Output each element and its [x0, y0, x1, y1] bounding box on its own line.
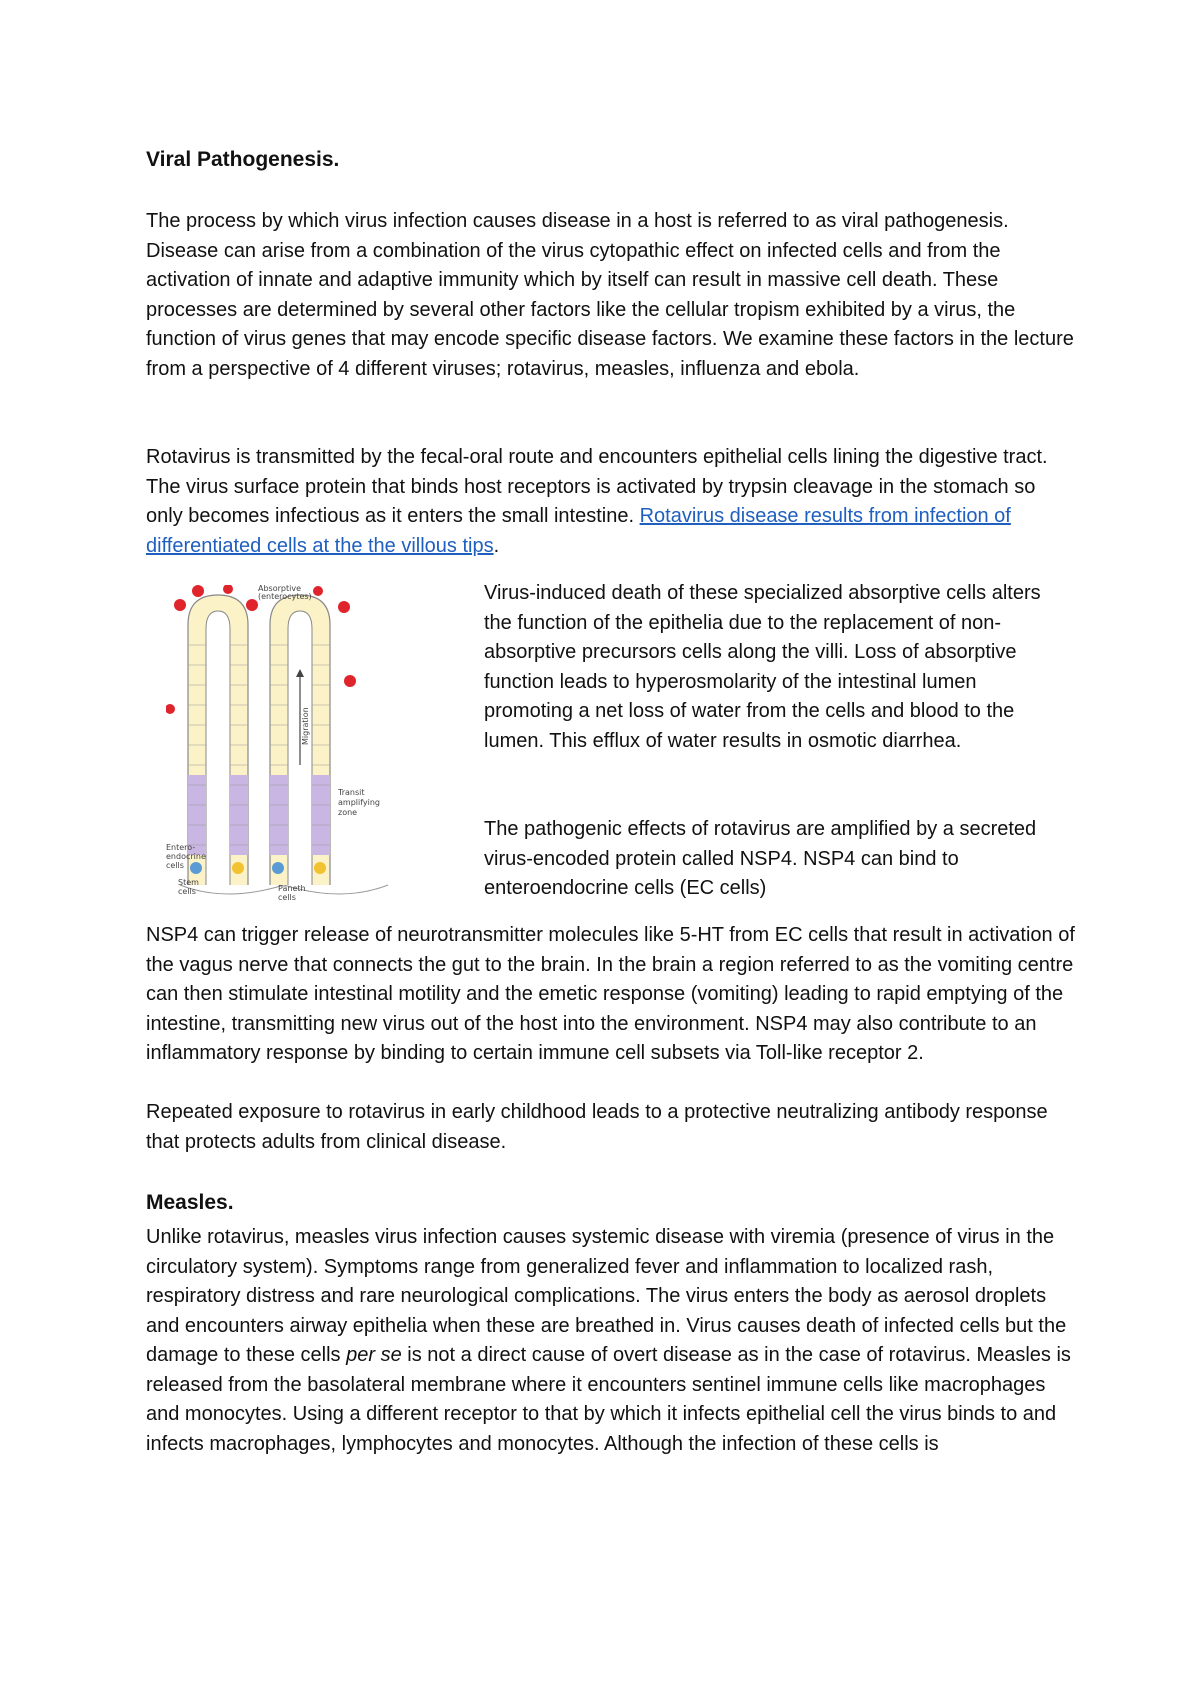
measles-italic: per se — [346, 1344, 402, 1366]
intro-paragraph: The process by which virus infection causes disease in a host is referred to as viral pathogenesis. Disease can arise from a combination of the virus cytopathic effect on infected cells and from the activation of innate and adaptive immunity which by itself can result in massive cell death. These processes are determined by several other factors like the cellular tropism exhibited by a virus, the function of virus genes that may encode specific disease factors. We examine these factors in the lecture from a perspective of 4 different viruses; rotavirus, measles, influenza and ebola. — [146, 210, 1074, 380]
side-paragraph-1: Virus-induced death of these specialized absorptive cells alters the function of the epithelia due to the replacement of non-absorptive precursors cells along the villi. Loss of absorptive function leads to hyperosmolarity of the intestinal lumen promoting a net loss of water from the cells and blood to the lumen. This efflux of water results in osmotic diarrhea. — [484, 582, 1041, 752]
label-endocrine: endocrine — [166, 852, 206, 861]
measles-paragraph — [146, 1223, 1076, 1459]
label-paneth-2: cells — [278, 893, 296, 902]
label-migration: Migration — [301, 707, 310, 745]
side-paragraph-2: The pathogenic effects of rotavirus are amplified by a secreted virus-encoded protein called NSP4. NSP4 can bind to enteroendocrine cells (EC cells) — [484, 818, 1037, 899]
label-endocrine-2: cells — [166, 861, 184, 870]
label-entero: Entero- — [166, 843, 196, 852]
nsp4-paragraph: NSP4 can trigger release of neurotransmitter molecules like 5-HT from EC cells that result in activation of the vagus nerve that connects the gut to the brain. In the brain a region referred to as the vomiting centre can then stimulate intestinal motility and the emetic response (vomiting) leading to rapid emptying of the intestine, transmitting new virus out of the host into the environment. NSP4 may also contribute to an inflammatory response by binding to certain immune cell subsets via Toll-like receptor 2. — [146, 924, 1075, 1064]
label-transit: Transit — [338, 788, 365, 797]
label-absorptive: Absorptive — [258, 585, 301, 593]
villus-diagram — [166, 585, 402, 903]
link-suffix: . — [493, 534, 500, 557]
label-stem: Stem — [178, 878, 199, 887]
villus-diagram-svg — [166, 585, 402, 903]
label-paneth: Paneth — [278, 884, 306, 893]
measles-heading: Measles. — [146, 1191, 234, 1214]
page-title: Viral Pathogenesis. — [146, 148, 340, 171]
label-absorptive-2: (enterocytes) — [258, 592, 312, 601]
rotavirus-paragraph — [146, 443, 1076, 561]
measles-text-1: Unlike rotavirus, measles virus infection causes systemic disease with viremia (presence of virus in the circulatory system). Symptoms range from generalized fever and inflammation to localized rash, respiratory distress and rare neurological complications. The virus enters the body as aerosol droplets and encounters airway epithelia when these are breathed in. Virus causes death of infected cells but the damage to these cells — [146, 1226, 1067, 1366]
immunity-paragraph: Repeated exposure to rotavirus in early childhood leads to a protective neutralizing antibody response that protects adults from clinical disease. — [146, 1101, 1048, 1153]
rotavirus-text: Rotavirus is transmitted by the fecal-oral route and encounters epithelial cells lining the digestive tract. The virus surface protein that binds host receptors is activated by trypsin cleavage in the stomach so only becomes infectious as it enters the small intestine. — [146, 446, 1048, 527]
label-stem-2: cells — [178, 887, 196, 896]
measles-text-2: is not a direct cause of overt disease as in the case of rotavirus. Measles is released from the basolateral membrane where it encounters sentinel immune cells like macrophages and monocytes. Using a different receptor to that by which it infects epithelial cell the virus binds to and infects macrophages, lymphocytes and monocytes. Although the infection of these cells is — [146, 1344, 1071, 1455]
label-zone: zone — [338, 808, 358, 817]
rotavirus-link[interactable]: Rotavirus disease results from infection of differentiated cells at the the villous tips — [146, 505, 1011, 557]
label-amplifying: amplifying — [338, 798, 380, 807]
